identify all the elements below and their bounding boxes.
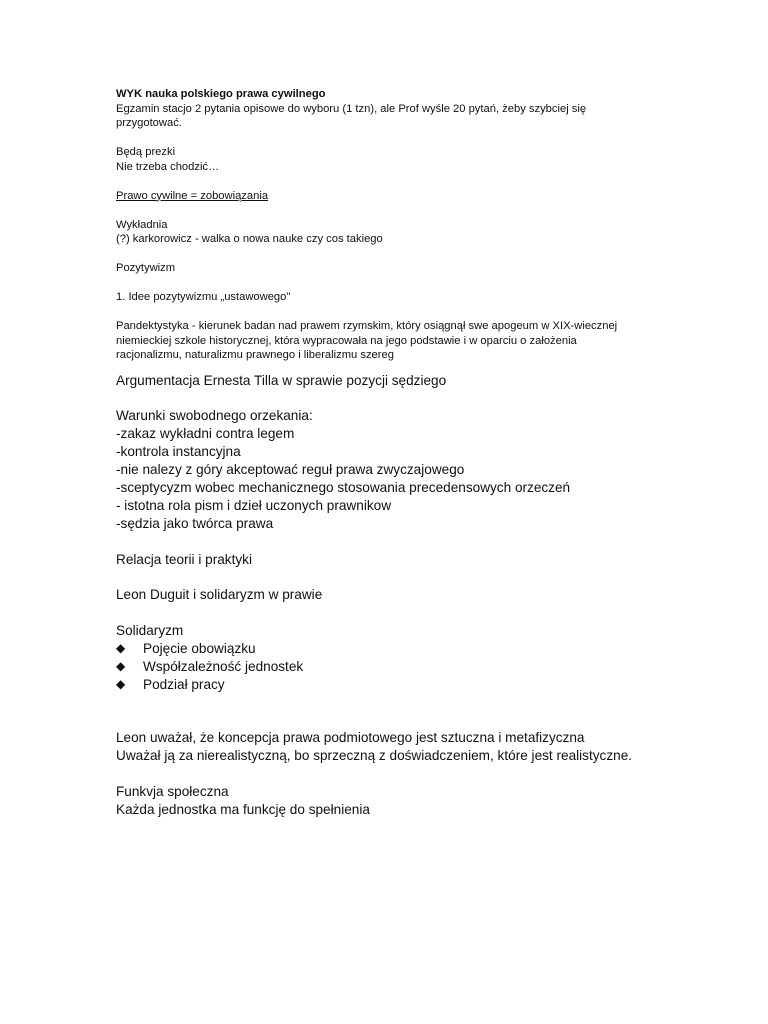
conditions-list: [116, 425, 736, 532]
duguit-heading: Leon Duguit i solidaryzm w prawie: [116, 587, 323, 603]
interpretation-heading: Wykładnia: [116, 218, 168, 231]
solidarism-heading: Solidaryzm: [116, 623, 184, 639]
exam-info-line-2: przygotować.: [116, 117, 182, 129]
tilla-argumentation-heading: Argumentacja Ernesta Tilla w sprawie pozycji sędziego: [116, 372, 447, 388]
statutory-positivism-item: 1. Idee pozytywizmu „ustawowego": [116, 291, 291, 303]
bullet-list-item: [116, 658, 736, 676]
bullet-text: Pojęcie obowiązku: [143, 641, 256, 657]
social-function-heading: Funkvja społeczna: [116, 784, 229, 800]
bullet-text: Podział pracy: [143, 676, 225, 692]
pandectistics-line-2: niemieckiej szkole historycznej, która wypracowała na jego podstawie i w oparciu o założenia: [116, 334, 577, 347]
karkorowicz-note: (?) karkorowicz - walka o nowa nauke czy cos takiego: [116, 233, 383, 245]
list-item: - istotna rola pism i dzieł uczonych prawnikow: [116, 497, 392, 513]
list-item: -kontrola instancyjna: [116, 444, 241, 460]
pandectistics-line-1: Pandektystyka - kierunek badan nad prawem rzymskim, który osiągnął swe apogeum w XIX-wiecznej: [116, 320, 618, 332]
notes-main-section: [116, 372, 736, 820]
solidarism-bullet-list: [116, 640, 736, 694]
notes-header-section: [116, 87, 736, 363]
list-item: -sędzia jako twórca prawa: [116, 515, 274, 531]
list-item: -zakaz wykładni contra legem: [116, 426, 295, 442]
bullet-list-item: [116, 640, 736, 658]
civil-law-definition: Prawo cywilne = zobowiązania: [116, 189, 269, 202]
document-title: WYK nauka polskiego prawa cywilnego: [116, 88, 326, 100]
free-judgment-conditions-heading: Warunki swobodnego orzekania:: [116, 408, 313, 424]
pandectistics-line-3: racjonalizmu, naturalizmu prawnego i liberalizmu szereg: [116, 349, 394, 361]
black-diamond-icon: ◆: [116, 658, 126, 673]
bullet-list-item: [116, 676, 736, 694]
exam-info-line-1: Egzamin stacjo 2 pytania opisowe do wyboru (1 tzn), ale Prof wyśle 20 pytań, żeby szybciej się: [116, 102, 587, 115]
leon-view-line-1: Leon uważał, że koncepcja prawa podmiotowego jest sztuczna i metafizyczna: [116, 730, 585, 746]
theory-practice-heading: Relacja teorii i praktyki: [116, 551, 252, 567]
leon-view-line-2: Uważał ją za nierealistyczną, bo sprzeczną z doświadczeniem, które jest realistyczne.: [116, 748, 633, 764]
attendance-note: Nie trzeba chodzić…: [116, 160, 220, 173]
document-page: [116, 87, 736, 819]
positivism-heading: Pozytywizm: [116, 262, 176, 274]
list-item: -nie nalezy z góry akceptować reguł prawa zwyczajowego: [116, 462, 465, 478]
black-diamond-icon: ◆: [116, 641, 126, 656]
social-function-text: Każda jednostka ma funkcję do spełnienia: [116, 802, 370, 818]
presentations-note: Będą prezki: [116, 146, 176, 158]
black-diamond-icon: ◆: [116, 676, 126, 691]
bullet-text: Współzależność jednostek: [143, 658, 304, 674]
list-item: -sceptycyzm wobec mechanicznego stosowania precedensowych orzeczeń: [116, 479, 571, 495]
